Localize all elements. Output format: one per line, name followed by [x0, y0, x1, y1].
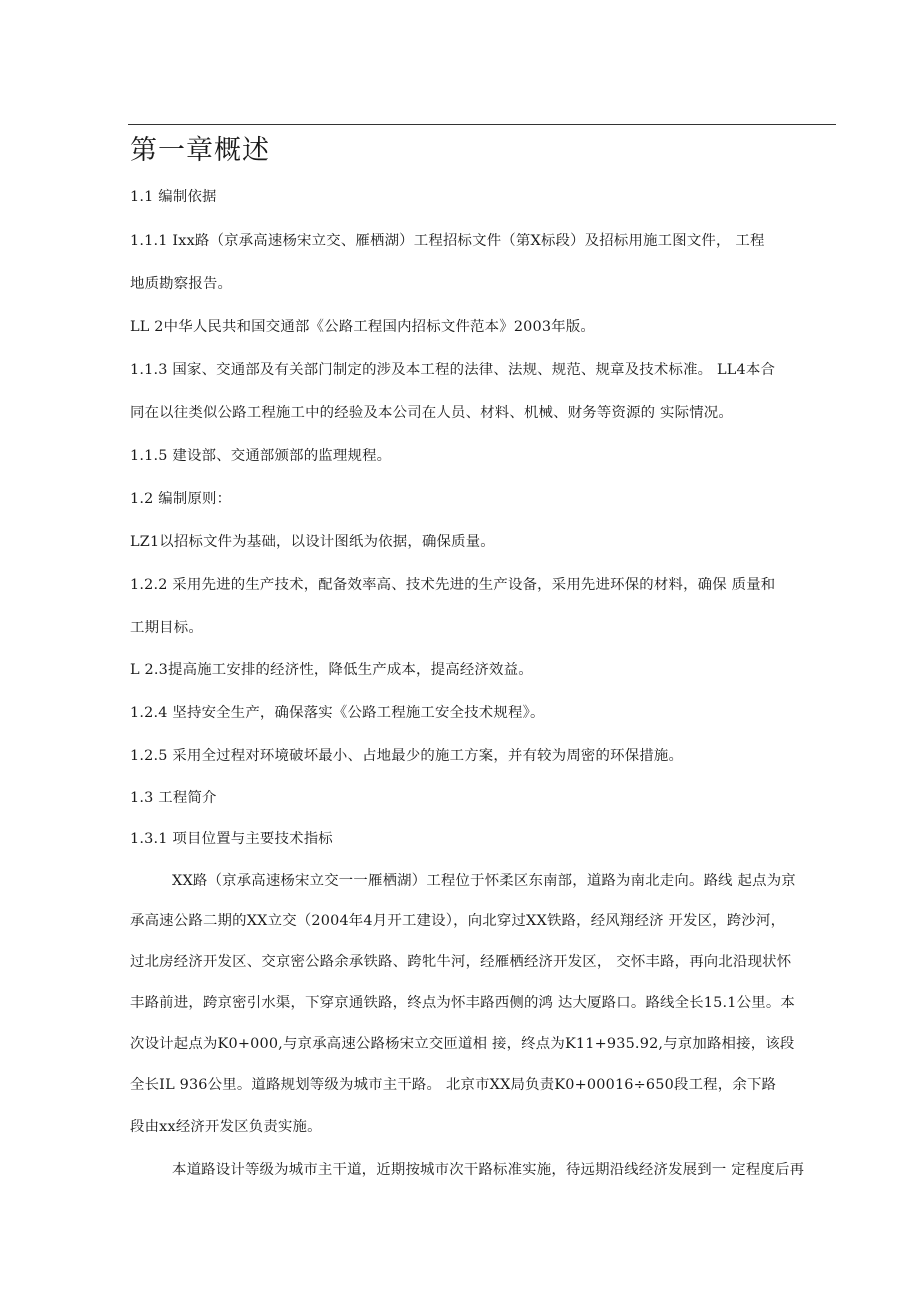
paragraph-line: 地质勘察报告。	[130, 276, 233, 292]
paragraph-line: 全长IL 936公里。道路规划等级为城市主干路。 北京市XX局负责K0+00016÷650段工程，余下路	[130, 1077, 777, 1093]
paragraph-line: 1.1.5 建设部、交通部颁部的监理规程。	[130, 448, 392, 464]
paragraph-line: XX路（京承高速杨宋立交一一雁栖湖）工程位于怀柔区东南部，道路为南北走向。路线 起点为京	[172, 873, 796, 889]
paragraph-line: 1.2.4 坚持安全生产，确保落实《公路工程施工安全技术规程》。	[130, 705, 545, 721]
paragraph-line: 丰路前进，跨京密引水渠，下穿京通铁路，终点为怀丰路西侧的鸿 达大厦路口。路线全长15.1公里。本	[130, 995, 796, 1011]
paragraph-line: 工期目标。	[130, 620, 203, 636]
subsection-heading: 1.3.1 项目位置与主要技术指标	[130, 831, 333, 847]
paragraph-line: 本道路设计等级为城市主干道，近期按城市次干路标准实施，待远期沿线经济发展到一 定程度后再	[172, 1162, 805, 1178]
paragraph-line: LL 2中华人民共和国交通部《公路工程国内招标文件范本》2003年版。	[130, 319, 596, 335]
paragraph-line: LZ1以招标文件为基础，以设计图纸为依据，确保质量。	[130, 534, 495, 550]
paragraph-line: 同在以往类似公路工程施工中的经验及本公司在人员、材料、机械、财务等资源的 实际情况。	[130, 405, 733, 421]
paragraph-line: 承高速公路二期的XX立交（2004年4月开工建设），向北穿过XX铁路，经风翔经济 开发区，跨沙河，	[130, 913, 786, 929]
paragraph-line: 次设计起点为K0+000,与京承高速公路杨宋立交匝道相 接，终点为K11+935.92,与京加路相接，该段	[130, 1036, 795, 1052]
chapter-title: 第一章概述	[130, 135, 270, 166]
paragraph-line: L 2.3提高施工安排的经济性，降低生产成本，提高经济效益。	[130, 662, 533, 678]
paragraph-line: 段由xx经济开发区负责实施。	[130, 1119, 322, 1135]
paragraph-line: 过北房经济开发区、交京密公路余承铁路、跨牝牛河，经雁栖经济开发区， 交怀丰路，再向北沿现状怀	[130, 954, 792, 970]
header-rule	[128, 124, 836, 125]
paragraph-line: 1.1.3 国家、交通部及有关部门制定的涉及本工程的法律、法规、规范、规章及技术标准。 LL4本合	[130, 362, 776, 378]
section-heading: 1.2 编制原则：	[130, 491, 232, 507]
paragraph-line: 1.1.1 Ixx路（京承高速杨宋立交、雁栖湖）工程招标文件（第X标段）及招标用施工图文件， 工程	[130, 233, 765, 249]
paragraph-line: 1.2.2 采用先进的生产技术，配备效率高、技术先进的生产设备，采用先进环保的材料，确保 质量和	[130, 577, 776, 593]
paragraph-line: 1.2.5 采用全过程对环境破坏最小、占地最少的施工方案，并有较为周密的环保措施。	[130, 748, 684, 764]
section-heading: 1.3 工程简介	[130, 790, 217, 806]
section-heading: 1.1 编制依据	[130, 189, 217, 205]
